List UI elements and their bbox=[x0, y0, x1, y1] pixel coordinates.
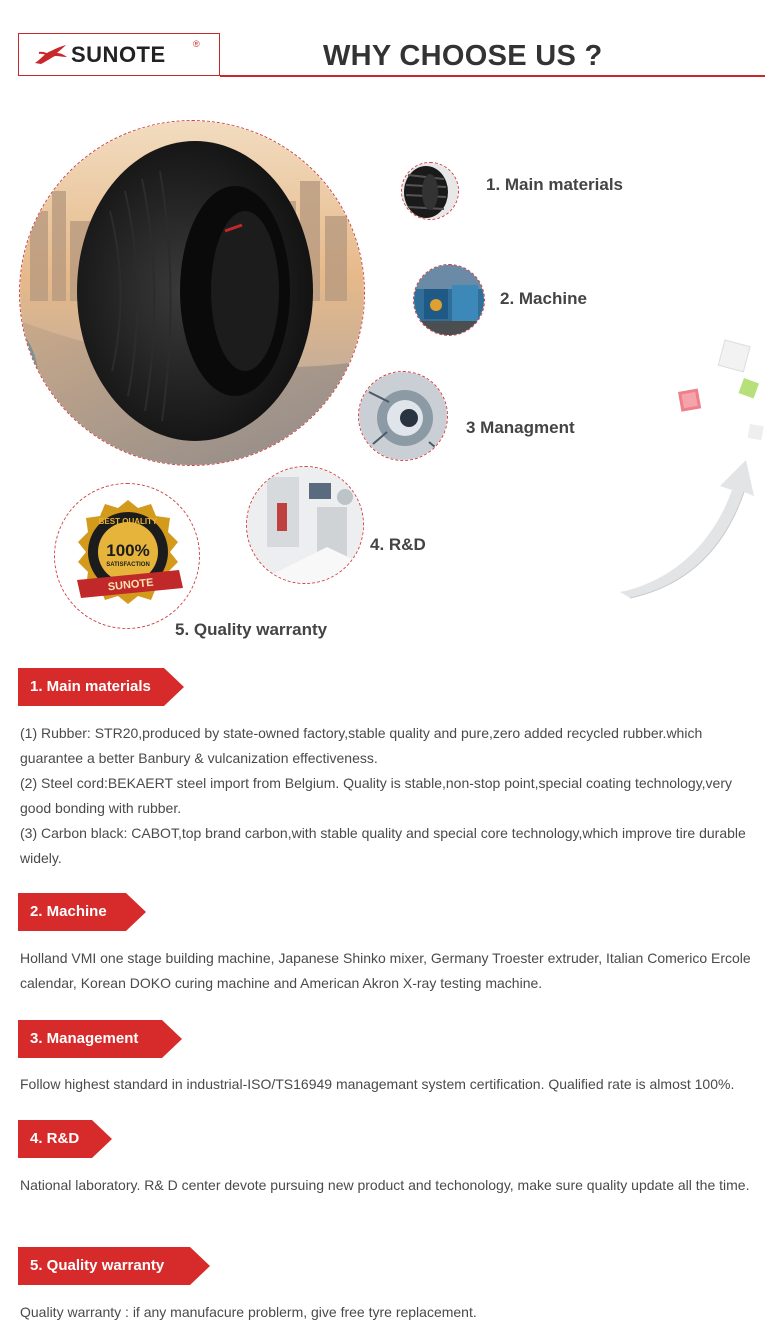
paragraph: Follow highest standard in industrial-ISO/TS16949 managemant system certification. Qualified rate is almost 100%. bbox=[20, 1076, 735, 1092]
seal-satisfaction: SATISFACTION bbox=[106, 562, 150, 568]
page-header bbox=[0, 0, 780, 90]
feature-label-machine: 2. Machine bbox=[500, 289, 587, 308]
section-tag-main-materials: 1. Main materials bbox=[18, 668, 164, 706]
page-title: WHY CHOOSE US ? bbox=[323, 40, 603, 72]
leaping-cat-icon bbox=[33, 43, 69, 67]
rnd-thumbnail bbox=[246, 466, 364, 584]
paragraph: National laboratory. R& D center devote pursuing new product and techonology, make sure quality update all the time. bbox=[20, 1177, 750, 1193]
section-body-management bbox=[20, 1072, 765, 1097]
paragraph: Holland VMI one stage building machine, Japanese Shinko mixer, Germany Troester extruder, Italian Comerico Ercole calendar, Korean DOKO curing machine and American Akron X-ray testing machine. bbox=[20, 950, 751, 991]
feature-label-management: 3 Managment bbox=[466, 418, 575, 437]
feature-label-rnd: 4. R&D bbox=[370, 535, 426, 554]
quality-seal-thumbnail bbox=[54, 483, 200, 629]
paragraph: (3) Carbon black: CABOT,top brand carbon,with stable quality and special core technology,which improve tire durable widely. bbox=[20, 825, 746, 866]
section-tag-management: 3. Management bbox=[18, 1020, 162, 1058]
section-body-rnd bbox=[20, 1173, 765, 1198]
feature-label-main-materials: 1. Main materials bbox=[486, 175, 624, 194]
logo-text: SUNOTE bbox=[71, 42, 166, 67]
registered-mark: ® bbox=[193, 39, 200, 49]
seal-best-quality: BEST QUALITY bbox=[98, 517, 158, 526]
section-body-main-materials bbox=[20, 721, 765, 871]
section-body-quality-warranty bbox=[20, 1300, 765, 1325]
management-thumbnail bbox=[358, 371, 448, 461]
hero-graphic bbox=[0, 100, 780, 660]
machine-thumbnail bbox=[413, 264, 485, 336]
header-divider bbox=[220, 75, 765, 77]
main-materials-thumbnail bbox=[401, 162, 459, 220]
paragraph: (2) Steel cord:BEKAERT steel import from Belgium. Quality is stable,non-stop point,special coating technology,very good bonding with rubber. bbox=[20, 775, 733, 816]
section-tag-rnd: 4. R&D bbox=[18, 1120, 92, 1158]
seal-percent: 100% bbox=[106, 541, 150, 560]
quality-seal-icon bbox=[55, 484, 200, 629]
paragraph: (1) Rubber: STR20,produced by state-owned factory,stable quality and pure,zero added recycled rubber.which guarantee a better Banbury & vulcanization effectiveness. bbox=[20, 725, 703, 766]
brand-logo[interactable] bbox=[18, 33, 220, 76]
feature-label-quality-warranty: 5. Quality warranty bbox=[175, 620, 328, 639]
decorative-cubes-arrow bbox=[600, 320, 775, 600]
paragraph: Quality warranty : if any manufacure problerm, give free tyre replacement. bbox=[20, 1304, 477, 1320]
seal-brand: SUNOTE bbox=[107, 576, 155, 594]
tire-hero-image bbox=[19, 120, 365, 466]
section-tag-machine: 2. Machine bbox=[18, 893, 126, 931]
section-body-machine bbox=[20, 946, 765, 996]
section-tag-quality-warranty: 5. Quality warranty bbox=[18, 1247, 190, 1285]
